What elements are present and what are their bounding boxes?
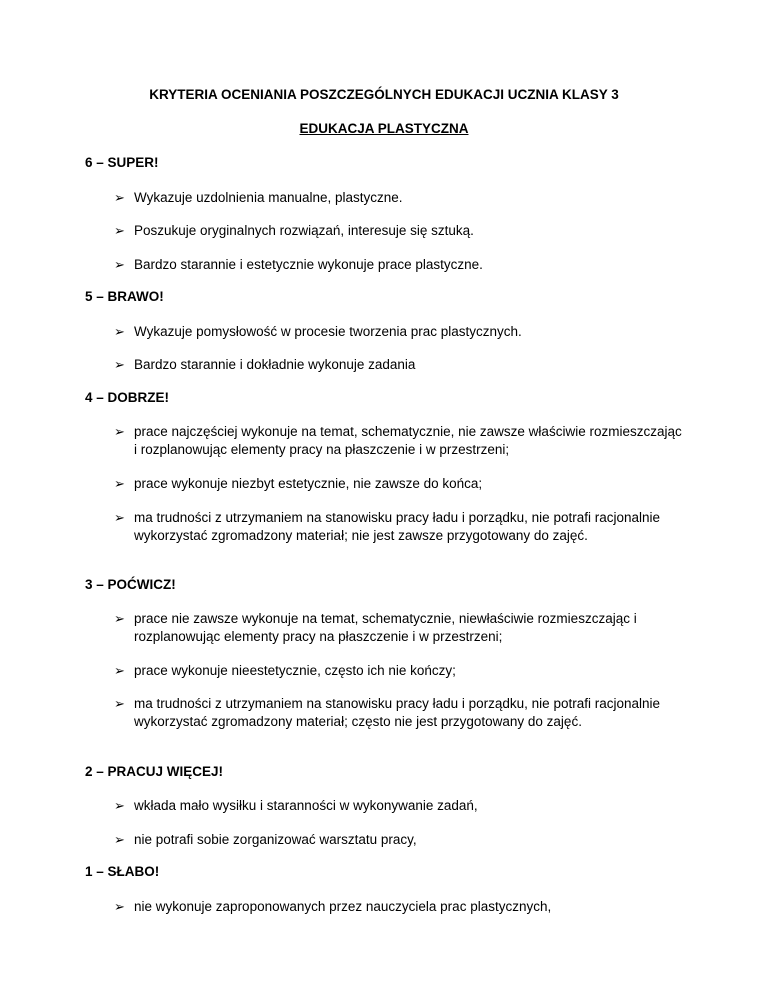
list-item: ➢ prace wykonuje nieestetycznie, często ich nie kończy; xyxy=(114,663,456,678)
arrowhead-bullet-icon: ➢ xyxy=(114,357,125,372)
arrowhead-bullet-icon: ➢ xyxy=(114,696,125,711)
section-heading: 5 – BRAWO! xyxy=(85,289,164,304)
section-heading: 6 – SUPER! xyxy=(85,155,159,170)
document-subtitle: EDUKACJA PLASTYCZNA xyxy=(299,121,469,136)
arrowhead-bullet-icon: ➢ xyxy=(114,424,125,439)
arrowhead-bullet-icon: ➢ xyxy=(114,223,125,238)
arrowhead-bullet-icon: ➢ xyxy=(114,476,125,491)
list-item: ➢ Poszukuje oryginalnych rozwiązań, interesuje się sztuką. xyxy=(114,223,474,238)
arrowhead-bullet-icon: ➢ xyxy=(114,324,125,339)
list-item: ➢ prace nie zawsze wykonuje na temat, schematycznie, niewłaściwie rozmieszczając i rozplanowując elementy pracy na płaszczenie i w przestrzeni; xyxy=(114,611,637,644)
list-item: ➢ wkłada mało wysiłku i staranności w wykonywanie zadań, xyxy=(114,798,478,813)
section-heading: 1 – SŁABO! xyxy=(85,864,160,879)
arrowhead-bullet-icon: ➢ xyxy=(114,611,125,626)
arrowhead-bullet-icon: ➢ xyxy=(114,832,125,847)
list-item: ➢ nie potrafi sobie zorganizować warsztatu pracy, xyxy=(114,832,417,847)
list-item: ➢ Bardzo starannie i dokładnie wykonuje zadania xyxy=(114,357,416,372)
arrowhead-bullet-icon: ➢ xyxy=(114,190,125,205)
arrowhead-bullet-icon: ➢ xyxy=(114,663,125,678)
arrowhead-bullet-icon: ➢ xyxy=(114,899,125,914)
list-item: ➢ ma trudności z utrzymaniem na stanowisku pracy ładu i porządku, nie potrafi racjonalnie wykorzystać zgromadzony materiał; często nie jest przygotowany do zajęć. xyxy=(114,696,661,729)
section-heading: 4 – DOBRZE! xyxy=(85,390,170,405)
section-heading: 3 – POĆWICZ! xyxy=(85,577,176,592)
list-item: ➢ Wykazuje uzdolnienia manualne, plastyczne. xyxy=(114,190,403,205)
arrowhead-bullet-icon: ➢ xyxy=(114,798,125,813)
arrowhead-bullet-icon: ➢ xyxy=(114,510,125,525)
list-item: ➢ prace najczęściej wykonuje na temat, schematycznie, nie zawsze właściwie rozmieszczając i rozplanowując elementy pracy na płaszczenie i w przestrzeni; xyxy=(114,424,682,457)
list-item: ➢ nie wykonuje zaproponowanych przez nauczyciela prac plastycznych, xyxy=(114,899,552,914)
list-item: ➢ ma trudności z utrzymaniem na stanowisku pracy ładu i porządku, nie potrafi racjonalnie wykorzystać zgromadzony materiał; nie jest zawsze przygotowany do zajęć. xyxy=(114,510,661,543)
list-item: ➢ prace wykonuje niezbyt estetycznie, nie zawsze do końca; xyxy=(114,476,483,491)
list-item: ➢ Wykazuje pomysłowość w procesie tworzenia prac plastycznych. xyxy=(114,324,522,339)
section-heading: 2 – PRACUJ WIĘCEJ! xyxy=(85,764,224,779)
document-title: KRYTERIA OCENIANIA POSZCZEGÓLNYCH EDUKACJI UCZNIA KLASY 3 xyxy=(149,87,619,102)
list-item: ➢ Bardzo starannie i estetycznie wykonuje prace plastyczne. xyxy=(114,257,483,272)
arrowhead-bullet-icon: ➢ xyxy=(114,257,125,272)
